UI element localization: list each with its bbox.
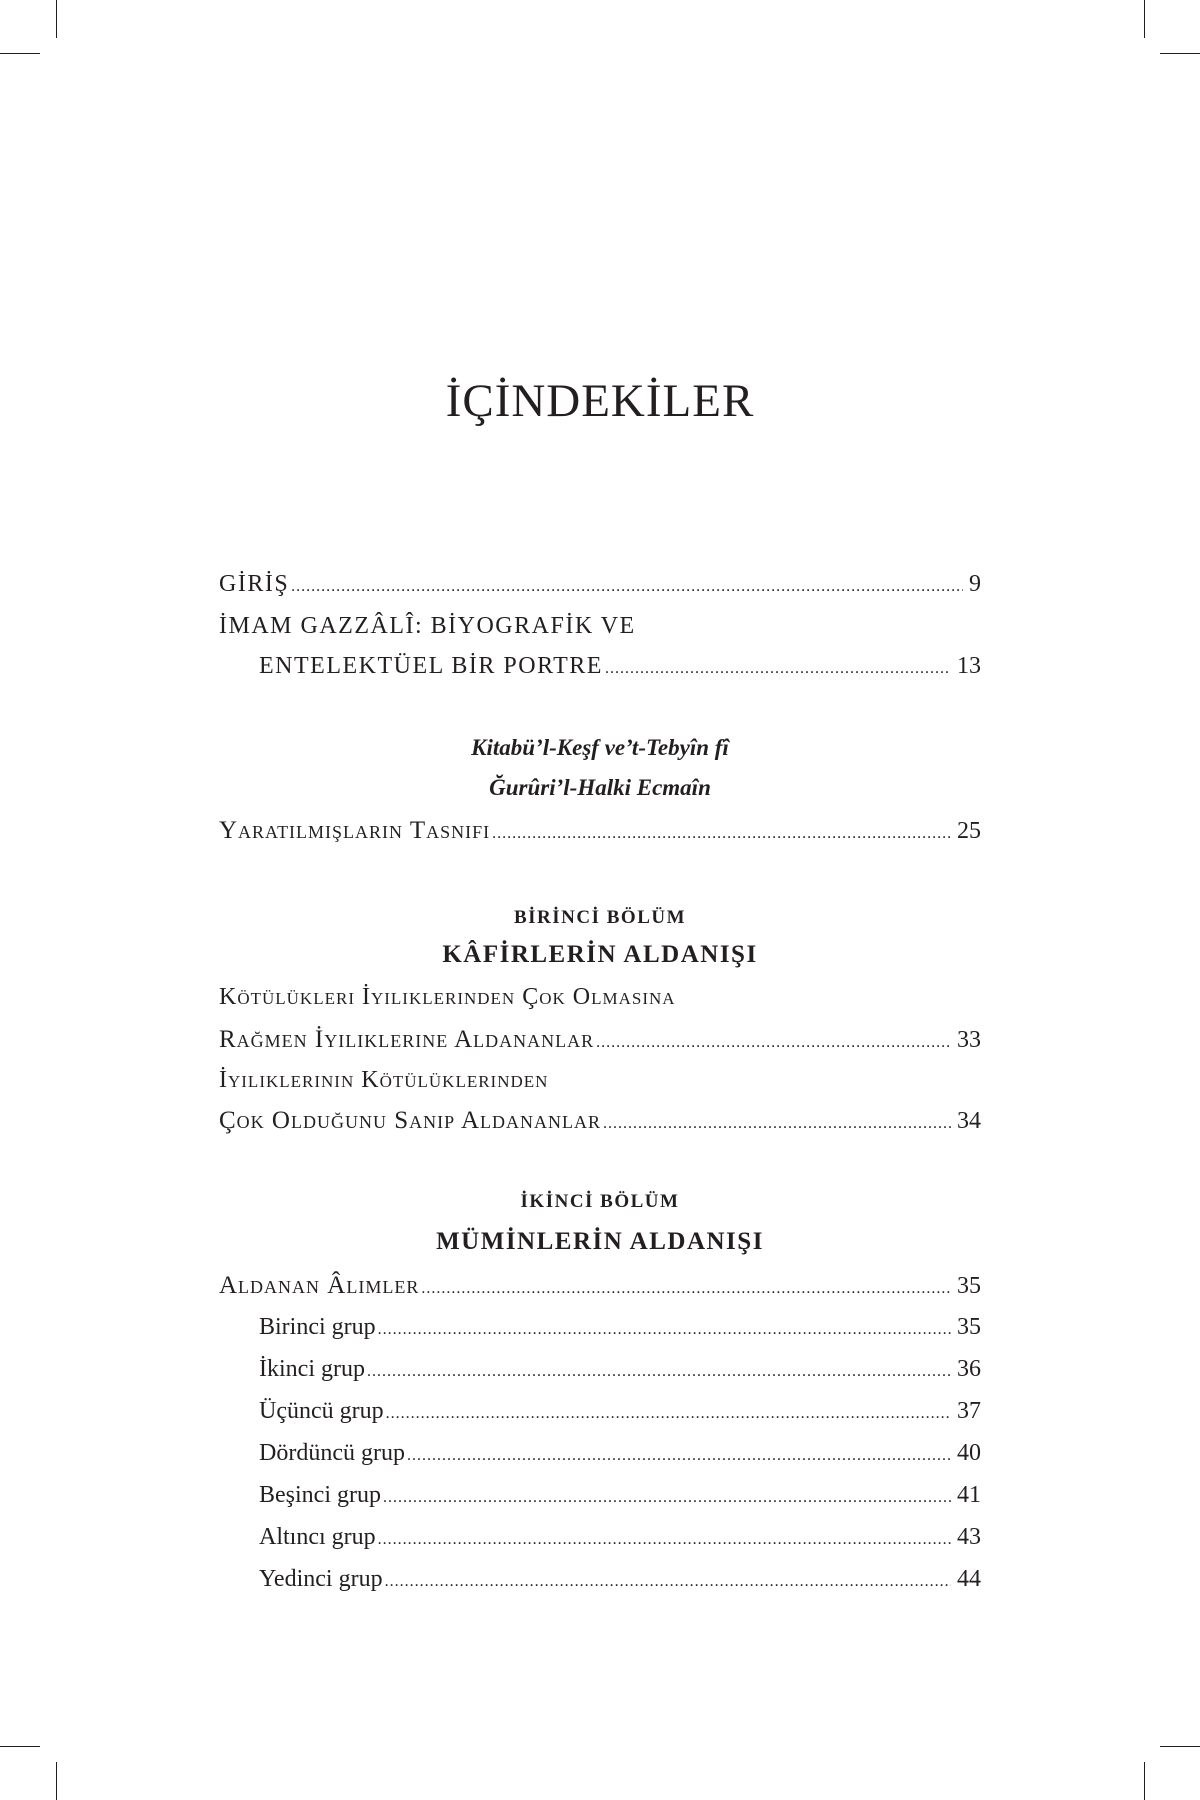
chapter-label: İKİNCİ BÖLÜM xyxy=(520,1191,680,1212)
dot-leader xyxy=(421,1281,951,1297)
toc-entry-chapter1-1[interactable] xyxy=(219,1027,981,1052)
toc-entry-page: 40 xyxy=(957,1440,981,1466)
crop-mark xyxy=(56,1762,57,1800)
toc-entry-group[interactable] xyxy=(259,1567,981,1591)
toc-entry-chapter1-2[interactable] xyxy=(219,1108,981,1133)
crop-mark xyxy=(56,0,57,38)
toc-entry-group[interactable] xyxy=(259,1357,981,1381)
toc-entry-label-line1: Kötülükleri İyiliklerinden Çok Olmasına xyxy=(219,984,676,1010)
toc-entry-page: 25 xyxy=(957,818,981,844)
crop-mark xyxy=(0,1746,40,1747)
dot-leader xyxy=(291,579,963,595)
toc-entry-label: Yedinci grup xyxy=(259,1566,383,1592)
toc-entry-label: Aldanan Âlimler xyxy=(219,1272,420,1299)
toc-entry-page: 34 xyxy=(957,1108,981,1134)
dot-leader xyxy=(385,1574,951,1590)
dot-leader xyxy=(596,1035,951,1051)
toc-entry-group[interactable] xyxy=(259,1315,981,1339)
crop-mark xyxy=(0,53,40,54)
toc-entry-tasnif[interactable] xyxy=(219,818,981,843)
toc-entry-group[interactable] xyxy=(259,1483,981,1507)
toc-entry-group[interactable] xyxy=(259,1525,981,1549)
dot-leader xyxy=(386,1406,951,1422)
toc-entry-page: 36 xyxy=(957,1356,981,1382)
toc-entry-group[interactable] xyxy=(259,1441,981,1465)
dot-leader xyxy=(383,1490,951,1506)
work-title-line2: Ğurûri’l-Halki Ecmaîn xyxy=(489,775,711,800)
chapter-label: BİRİNCİ BÖLÜM xyxy=(513,907,687,928)
toc-entry-page: 9 xyxy=(969,571,981,597)
dot-leader xyxy=(378,1322,951,1338)
page-title: İÇİNDEKİLER xyxy=(445,375,755,427)
toc-entry-label: Yaratılmışların Tasnifi xyxy=(219,817,491,844)
toc-entry-page: 41 xyxy=(957,1482,981,1508)
toc-entry-giris[interactable] xyxy=(219,572,981,596)
toc-entry-label: Rağmen İyiliklerine Aldananlar xyxy=(219,1026,595,1053)
dot-leader xyxy=(603,1116,951,1132)
toc-entry-page: 44 xyxy=(957,1566,981,1592)
crop-mark xyxy=(1144,0,1145,38)
toc-entry-page: 35 xyxy=(957,1273,981,1299)
toc-entry-alimler[interactable] xyxy=(219,1273,981,1298)
toc-entry-label: Çok Olduğunu Sanıp Aldananlar xyxy=(219,1107,602,1134)
toc-entry-label-line1: İMAM GAZZÂLÎ: BİYOGRAFİK VE xyxy=(219,613,636,639)
toc-entry-portre[interactable] xyxy=(259,654,981,678)
crop-mark xyxy=(1160,1746,1200,1747)
dot-leader xyxy=(367,1364,951,1380)
toc-entry-label: Beşinci grup xyxy=(259,1482,381,1508)
work-title-line1: Kitabü’l-Keşf ve’t-Tebyîn fî xyxy=(471,735,729,760)
dot-leader xyxy=(492,826,951,842)
crop-mark xyxy=(1160,53,1200,54)
crop-mark xyxy=(1144,1762,1145,1800)
toc-entry-label: Altıncı grup xyxy=(259,1524,376,1550)
dot-leader xyxy=(407,1448,951,1464)
dot-leader xyxy=(605,661,951,677)
toc-entry-label: Birinci grup xyxy=(259,1314,376,1340)
toc-entry-page: 13 xyxy=(957,653,981,679)
toc-entry-label-line1: İyiliklerinin Kötülüklerinden xyxy=(219,1067,549,1093)
toc-entry-page: 37 xyxy=(957,1398,981,1424)
toc-entry-label: ENTELEKTÜEL BİR PORTRE xyxy=(259,653,603,679)
chapter-heading: MÜMİNLERİN ALDANIŞI xyxy=(436,1228,764,1255)
toc-entry-label: GİRİŞ xyxy=(219,571,290,597)
toc-entry-page: 33 xyxy=(957,1027,981,1053)
toc-entry-label: Üçüncü grup xyxy=(259,1398,384,1424)
dot-leader xyxy=(378,1532,951,1548)
toc-entry-page: 43 xyxy=(957,1524,981,1550)
toc-entry-group[interactable] xyxy=(259,1399,981,1423)
toc-entry-label: Dördüncü grup xyxy=(259,1440,405,1466)
chapter-heading: KÂFİRLERİN ALDANIŞI xyxy=(442,941,758,968)
toc-entry-page: 35 xyxy=(957,1314,981,1340)
toc-entry-label: İkinci grup xyxy=(259,1356,365,1382)
